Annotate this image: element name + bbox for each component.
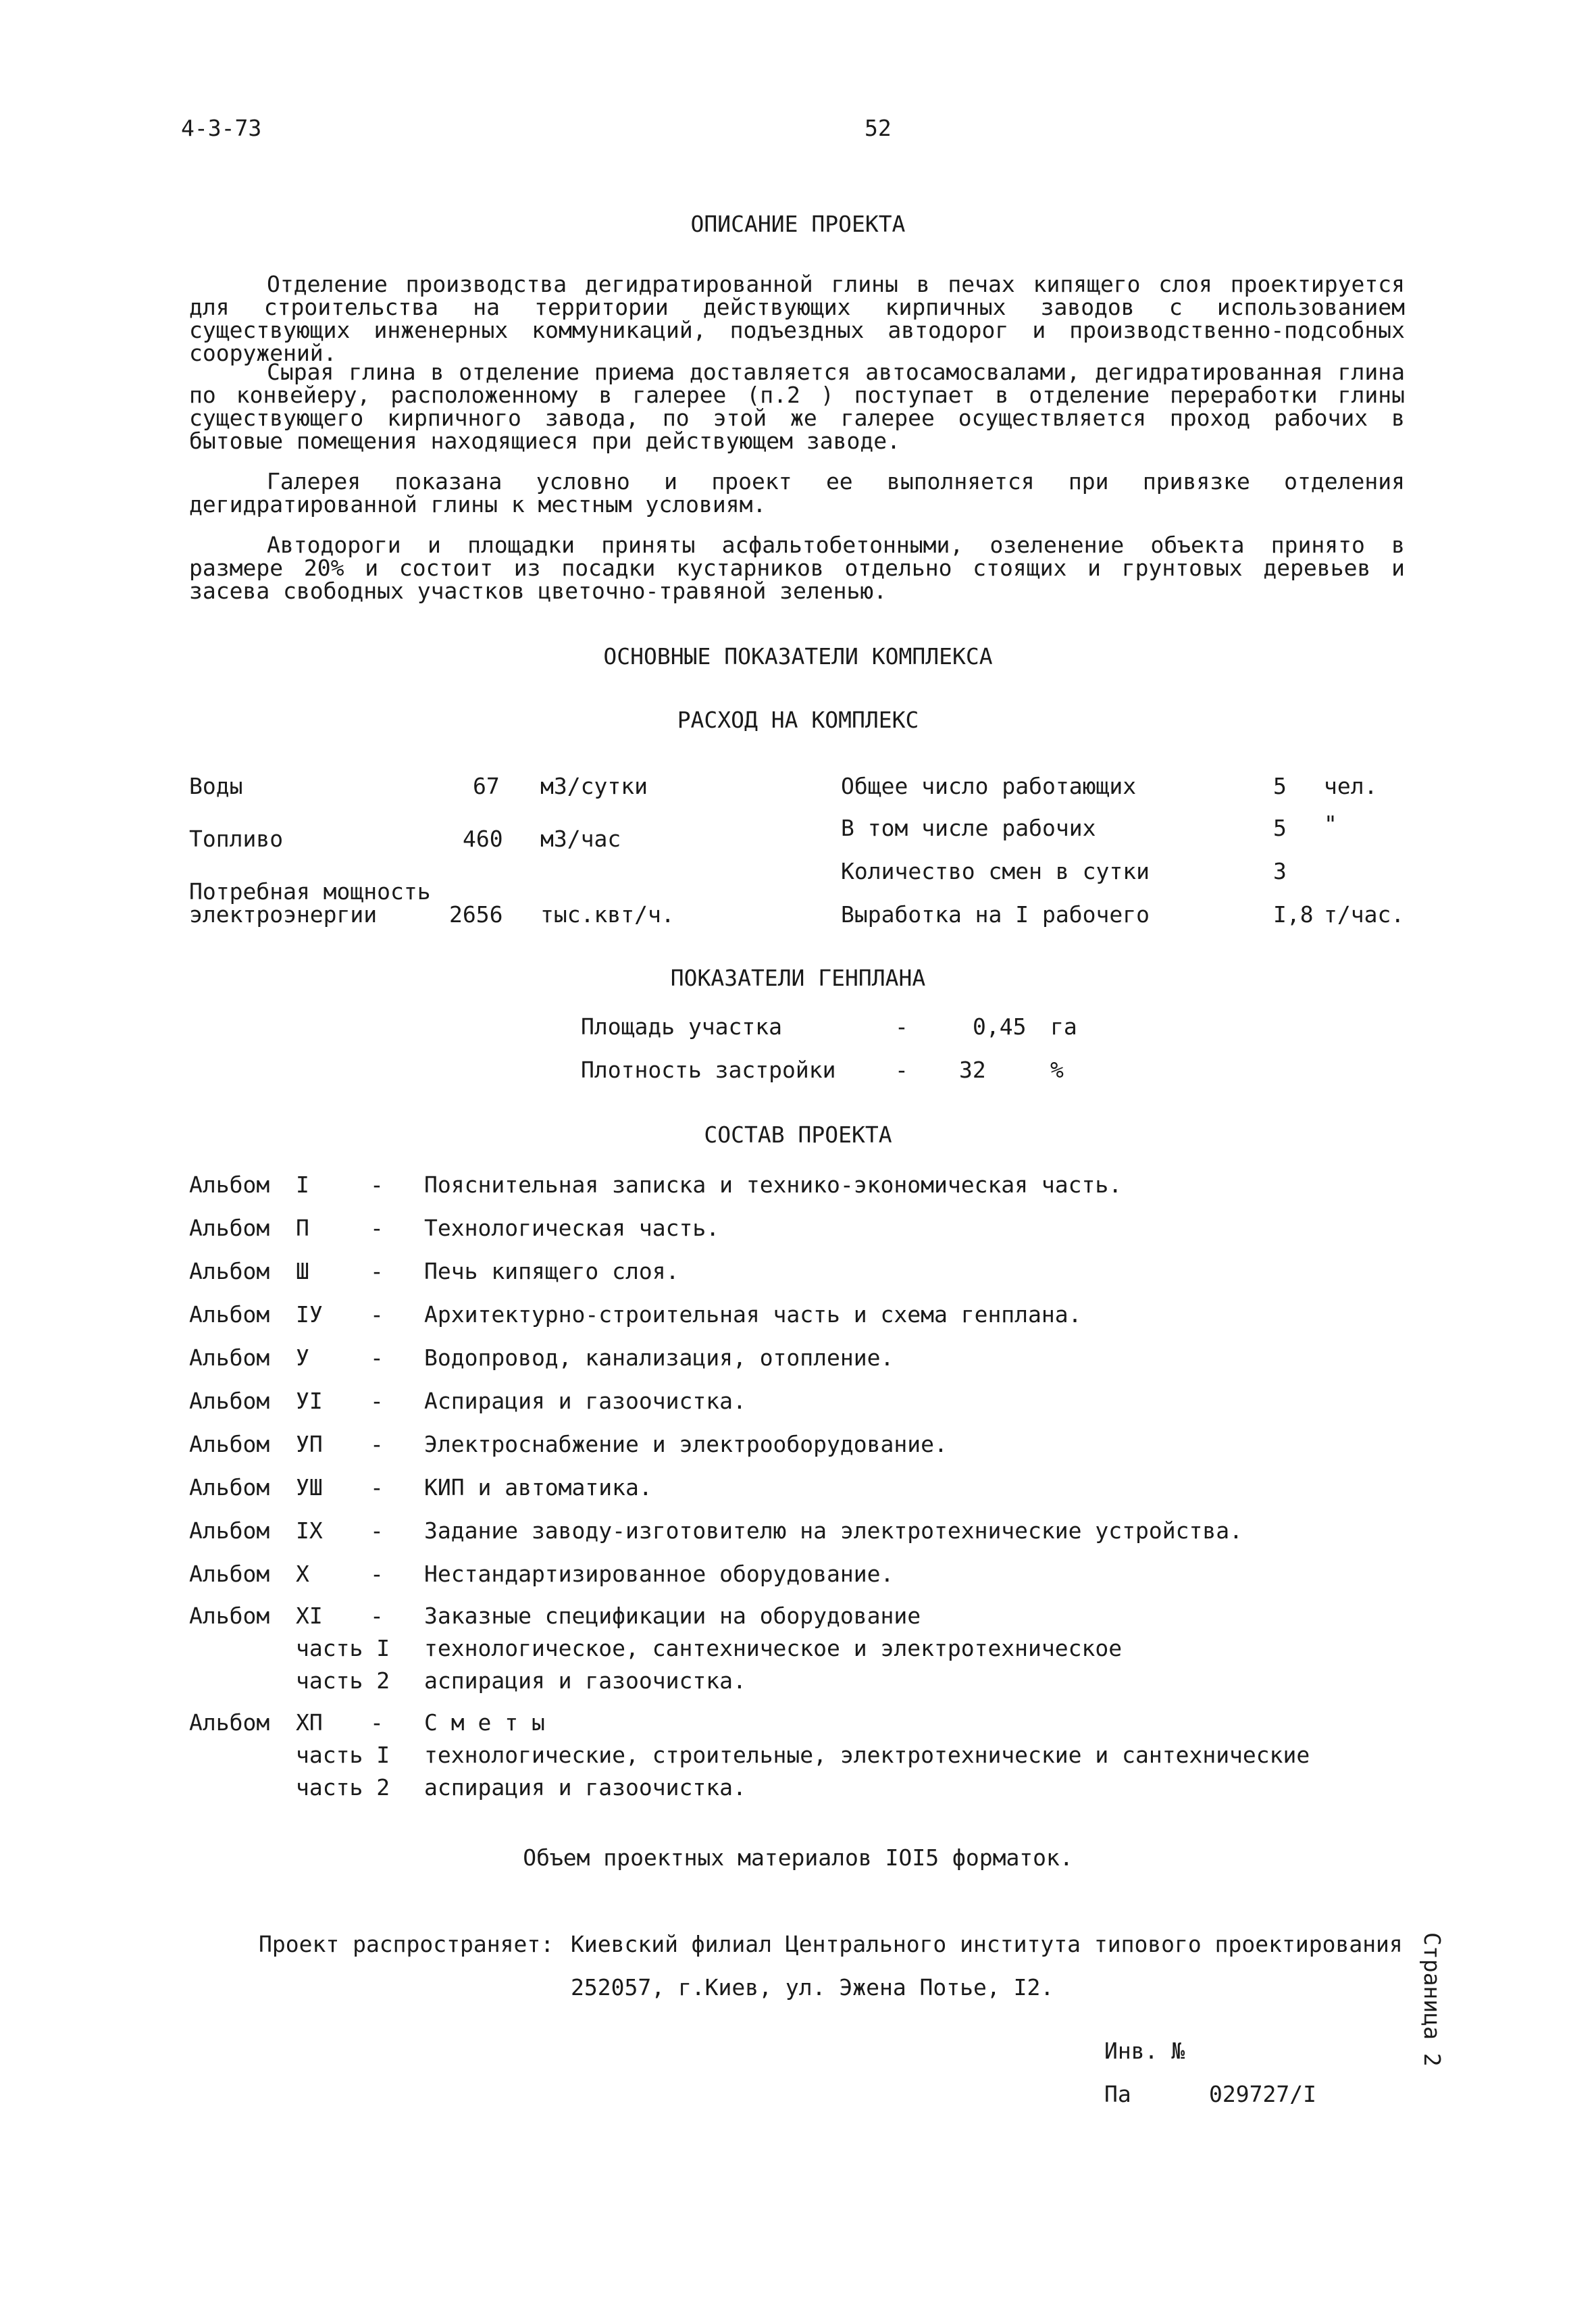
album-word: Альбом xyxy=(189,1388,270,1414)
album-dash: - xyxy=(370,1258,384,1284)
album-dash: - xyxy=(370,1431,384,1457)
site-area-label: Площадь участка xyxy=(581,1013,783,1040)
album-title: Нестандартизированное оборудование. xyxy=(424,1561,894,1587)
composition-title: СОСТАВ ПРОЕКТА xyxy=(704,1122,892,1148)
power-unit: тыс.квт/ч. xyxy=(540,901,675,928)
album-word: Альбом xyxy=(189,1431,270,1457)
album-dash: - xyxy=(370,1215,384,1241)
album-dash: - xyxy=(370,1709,384,1736)
fuel-value: 460 xyxy=(463,826,503,852)
indicators-title: ОСНОВНЫЕ ПОКАЗАТЕЛИ КОМПЛЕКСА xyxy=(603,643,993,670)
labourers-unit: " xyxy=(1324,811,1337,837)
power-label: Потребная мощность xyxy=(189,878,431,905)
album-title: Электроснабжение и электрооборудование. xyxy=(424,1431,948,1457)
inventory-label: Инв. № xyxy=(1104,2038,1185,2064)
description-paragraph: Галерея показана условно и проект ее выполняется при привязке отделения дегидратированной глины к местным условиям. xyxy=(189,468,1405,518)
site-area-value: 0,45 xyxy=(973,1013,1027,1040)
pa-label: Па xyxy=(1104,2081,1131,2107)
album-number: УП xyxy=(296,1431,323,1457)
density-unit: % xyxy=(1050,1057,1064,1083)
album-word: Альбом xyxy=(189,1517,270,1544)
site-area-dash: - xyxy=(895,1013,908,1040)
water-label: Воды xyxy=(189,773,243,799)
power-label-2: электроэнергии xyxy=(189,901,378,928)
album-title: Задание заводу-изготовителю на электротехнические устройства. xyxy=(424,1517,1243,1544)
album-word: Альбом xyxy=(189,1172,270,1198)
album-dash: - xyxy=(370,1517,384,1544)
part-label: часть 2 xyxy=(296,1667,390,1694)
album-dash: - xyxy=(370,1474,384,1501)
page-number: 52 xyxy=(865,115,892,141)
part-text: технологическое, сантехническое и электротехническое xyxy=(424,1635,1123,1661)
album-word: Альбом xyxy=(189,1709,270,1736)
power-value: 2656 xyxy=(449,901,503,928)
part-label: часть I xyxy=(296,1635,390,1661)
album-title: Технологическая часть. xyxy=(424,1215,720,1241)
part-text: аспирация и газоочистка. xyxy=(424,1667,746,1694)
album-number: ХП xyxy=(296,1709,323,1736)
album-word: Альбом xyxy=(189,1474,270,1501)
density-value: 32 xyxy=(959,1057,986,1083)
album-title: Печь кипящего слоя. xyxy=(424,1258,679,1284)
water-unit: м3/сутки xyxy=(540,773,648,799)
album-number: X xyxy=(296,1561,309,1587)
shifts-label: Количество смен в сутки xyxy=(841,858,1150,884)
album-number: I xyxy=(296,1172,309,1198)
fuel-label: Топливо xyxy=(189,826,284,852)
album-title: С м е т ы xyxy=(424,1709,545,1736)
album-dash: - xyxy=(370,1172,384,1198)
distributor-org: Киевский филиал Центрального института типового проектирования xyxy=(571,1931,1403,1957)
album-number: УШ xyxy=(296,1474,323,1501)
album-dash: - xyxy=(370,1301,384,1328)
description-paragraph: Автодороги и площадки приняты асфальтобетонными, озеленение объекта принято в размере 20% и состоит из посадки кустарников отдельно стоящих и грунтовых деревьев и засева свободных участков цветочно-травяной зеленью. xyxy=(189,532,1405,604)
album-word: Альбом xyxy=(189,1344,270,1371)
description-title: ОПИСАНИЕ ПРОЕКТА xyxy=(690,211,906,237)
album-word: Альбом xyxy=(189,1603,270,1629)
part-label: часть I xyxy=(296,1742,390,1768)
total-workers-value: 5 xyxy=(1273,773,1287,799)
consumption-subtitle: РАСХОД НА КОМПЛЕКС xyxy=(677,707,919,733)
album-title: Аспирация и газоочистка. xyxy=(424,1388,746,1414)
distributor-label: Проект распространяет: xyxy=(259,1931,555,1957)
album-number: У xyxy=(296,1344,309,1371)
inventory-number: 029727/I xyxy=(1209,2081,1316,2107)
shifts-value: 3 xyxy=(1273,858,1287,884)
density-dash: - xyxy=(895,1057,908,1083)
album-number: IX xyxy=(296,1517,323,1544)
album-number: П xyxy=(296,1215,309,1241)
album-word: Альбом xyxy=(189,1561,270,1587)
part-label: часть 2 xyxy=(296,1774,390,1801)
description-paragraph: Отделение производства дегидратированной глины в печах кипящего слоя проектируется для строительства на территории действующих кирпичных заводов с использованием существующих инженерных коммуникаций, подъездных автодорог и производственно-подсобных сооружений. xyxy=(189,271,1405,366)
genplan-title: ПОКАЗАТЕЛИ ГЕНПЛАНА xyxy=(670,965,926,991)
fuel-unit: м3/час xyxy=(540,826,621,852)
album-number: Ш xyxy=(296,1258,309,1284)
side-page-note: Страница 2 xyxy=(1419,1932,1445,2067)
labourers-value: 5 xyxy=(1273,815,1287,841)
album-title: Пояснительная записка и технико-экономическая часть. xyxy=(424,1172,1123,1198)
document-code: 4-3-73 xyxy=(181,115,262,141)
album-word: Альбом xyxy=(189,1301,270,1328)
site-area-unit: га xyxy=(1050,1013,1077,1040)
album-title: Заказные спецификации на оборудование xyxy=(424,1603,921,1629)
part-text: технологические, строительные, электротехнические и сантехнические xyxy=(424,1742,1310,1768)
part-text: аспирация и газоочистка. xyxy=(424,1774,746,1801)
volume-note: Объем проектных материалов IOI5 форматок. xyxy=(523,1844,1073,1871)
output-label: Выработка на I рабочего xyxy=(841,901,1150,928)
album-word: Альбом xyxy=(189,1258,270,1284)
album-number: IУ xyxy=(296,1301,323,1328)
water-value: 67 xyxy=(473,773,500,799)
album-number: XI xyxy=(296,1603,323,1629)
distributor-address: 252057, г.Киев, ул. Эжена Потье, I2. xyxy=(571,1974,1054,2001)
album-word: Альбом xyxy=(189,1215,270,1241)
album-title: Архитектурно-строительная часть и схема генплана. xyxy=(424,1301,1082,1328)
description-paragraph: Сырая глина в отделение приема доставляется автосамосвалами, дегидратированная глина по конвейеру, расположенному в галерее (п.2 ) поступает в отделение переработки глины существующего кирпичного завода, по этой же галерее осуществляется проход рабочих в бытовые помещения находящиеся при действующем заводе. xyxy=(189,359,1405,454)
output-value: I,8 xyxy=(1273,901,1314,928)
album-dash: - xyxy=(370,1603,384,1629)
album-dash: - xyxy=(370,1388,384,1414)
density-label: Плотность застройки xyxy=(581,1057,836,1083)
album-title: КИП и автоматика. xyxy=(424,1474,652,1501)
album-dash: - xyxy=(370,1561,384,1587)
total-workers-unit: чел. xyxy=(1324,773,1378,799)
album-title: Водопровод, канализация, отопление. xyxy=(424,1344,894,1371)
album-number: УI xyxy=(296,1388,323,1414)
album-dash: - xyxy=(370,1344,384,1371)
total-workers-label: Общее число работающих xyxy=(841,773,1137,799)
output-unit: т/час. xyxy=(1324,901,1405,928)
labourers-label: В том числе рабочих xyxy=(841,815,1096,841)
